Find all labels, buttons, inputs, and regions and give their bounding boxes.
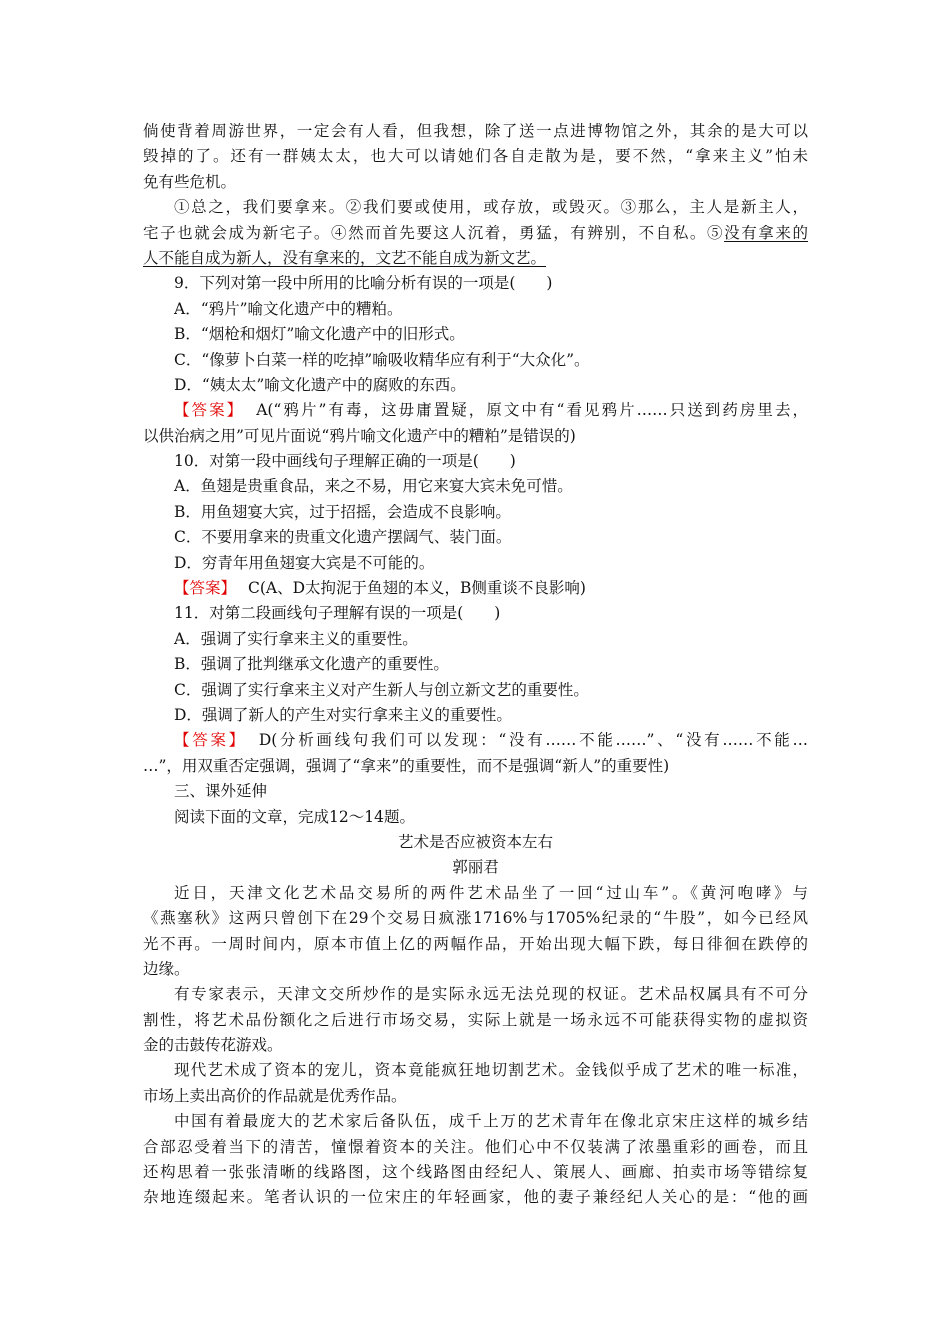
underlined-sentence-end: 人不能自成为新人，没有拿来的，文艺不能自成为新文艺。 <box>143 248 547 267</box>
question-11-option-a: A．强调了实行拿来主义的重要性。 <box>174 629 418 648</box>
article-p2-line1: 有专家表示，天津文交所炒作的是实际永远无法兑现的权证。艺术品权属具有不可分 <box>174 985 808 1004</box>
question-11-answer-line1 <box>143 728 808 753</box>
question-10-option-d: D．穷青年用鱼翅宴大宾是不可能的。 <box>174 553 435 572</box>
article-p4-line1: 中国有着最庞大的艺术家后备队伍，成千上万的艺术青年在像北京宋庄这样的城乡结 <box>174 1112 808 1131</box>
article-p4-line2: 合部忍受着当下的清苦，憧憬着资本的关注。他们心中不仅装满了浓墨重彩的画卷，而且 <box>143 1137 808 1156</box>
question-9-option-c: C．“像萝卜白菜一样的吃掉”喻吸收精华应有利于“大众化”。 <box>174 350 590 369</box>
passage-p2-line1: ①总之，我们要拿来。②我们要或使用，或存放，或毁灭。③那么，主人是新主人， <box>174 198 808 217</box>
question-9-answer-line2: 以供治病之用”可见片面说“鸦片喻文化遗产中的糟粕”是错误的) <box>143 426 576 445</box>
question-10-option-c: C．不要用拿来的贵重文化遗产摆阔气、装门面。 <box>174 528 512 547</box>
article-p3-line2: 市场上卖出高价的作品就是优秀作品。 <box>143 1086 407 1105</box>
question-11-stem: 11．对第二段画线句子理解有误的一项是( ) <box>174 604 501 623</box>
passage-p1-line1: 倘使背着周游世界，一定会有人看，但我想，除了送一点进博物馆之外，其余的是大可以 <box>143 122 808 140</box>
question-9-answer-line1 <box>143 398 808 423</box>
article-p1-line3: 光不再。一周时间内，原本市值上亿的两幅作品，开始出现大幅下跌，每日徘徊在跌停的 <box>143 934 808 953</box>
answer-text: D(分析画线句我们可以发现：“没有……不能……”、“没有……不能… <box>258 731 808 750</box>
article-p4-line3: 还构思着一张张清晰的线路图，这个线路图由经纪人、策展人、画廊、拍卖市场等错综复 <box>143 1163 808 1182</box>
answer-text: A(“鸦片”有毒，这毋庸置疑，原文中有“看见鸦片……只送到药房里去， <box>256 401 808 420</box>
article-p2-line2: 割性，将艺术品份额化之后进行市场交易，实际上就是一场永远不可能获得实物的虚拟资 <box>143 1010 808 1029</box>
passage-p1-line3: 免有些危机。 <box>143 172 237 191</box>
question-9-stem: 9．下列对第一段中所用的比喻分析有误的一项是( ) <box>174 274 553 293</box>
underlined-sentence-start: 没有拿来的 <box>724 223 808 242</box>
section-intro: 阅读下面的文章，完成12～14题。 <box>174 807 415 826</box>
answer-tag: 【答案】 <box>174 401 245 420</box>
question-9-option-b: B．“烟枪和烟灯”喻文化遗产中的旧形式。 <box>174 325 465 344</box>
article-title: 艺术是否应被资本左右 <box>397 832 553 851</box>
question-11-option-b: B．强调了批判继承文化遗产的重要性。 <box>174 655 449 674</box>
passage-p2-line2-text: 宅子也就会成为新宅子。④然而首先要这人沉着，勇猛，有辨别，不自私。⑤ <box>143 223 725 242</box>
question-10-answer-line1 <box>143 576 808 601</box>
question-9-option-a: A．“鸦片”喻文化遗产中的糟粕。 <box>174 299 403 318</box>
question-10-stem: 10．对第一段中画线句子理解正确的一项是( ) <box>174 452 516 471</box>
article-p1-line2: 《燕塞秋》这两只曾创下在29个交易日疯涨1716%与1705%纪录的“牛股”，如今已经风 <box>143 909 808 928</box>
article-p2-line3: 金的击鼓传花游戏。 <box>143 1036 283 1055</box>
question-10-option-b: B．用鱼翅宴大宾，过于招摇，会造成不良影响。 <box>174 502 511 521</box>
answer-tag: 【答案】 <box>174 731 247 750</box>
answer-tag: 【答案】 <box>174 579 237 598</box>
question-11-option-d: D．强调了新人的产生对实行拿来主义的重要性。 <box>174 705 512 724</box>
passage-p2-line3 <box>143 246 808 271</box>
passage-p1-line2: 毁掉的了。还有一群姨太太，也大可以请她们各自走散为是，要不然，“拿来主义”怕未 <box>143 147 808 166</box>
article-author: 郭丽君 <box>452 858 499 877</box>
answer-text: C(A、D太拘泥于鱼翅的本义，B侧重谈不良影响) <box>248 579 586 598</box>
article-p1-line1: 近日，天津文化艺术品交易所的两件艺术品坐了一回“过山车”。《黄河咆哮》与 <box>174 883 808 902</box>
question-11-answer-line2: …”，用双重否定强调，强调了“拿来”的重要性，而不是强调“新人”的重要性) <box>143 756 670 775</box>
article-p3-line1: 现代艺术成了资本的宠儿，资本竟能疯狂地切割艺术。金钱似乎成了艺术的唯一标准， <box>174 1061 808 1080</box>
question-11-option-c: C．强调了实行拿来主义对产生新人与创立新文艺的重要性。 <box>174 680 589 699</box>
passage-p2-line2 <box>143 221 808 246</box>
article-p1-line4: 边缘。 <box>143 959 190 978</box>
section-heading: 三、课外延伸 <box>174 782 268 801</box>
question-9-option-d: D．“姨太太”喻文化遗产中的腐败的东西。 <box>174 375 466 394</box>
document-body <box>143 119 808 1211</box>
article-p4-line4: 杂地连缀起来。笔者认识的一位宋庄的年轻画家，他的妻子兼经纪人关心的是：“他的画 <box>143 1188 808 1207</box>
question-10-option-a: A．鱼翅是贵重食品，来之不易，用它来宴大宾未免可惜。 <box>174 477 573 496</box>
